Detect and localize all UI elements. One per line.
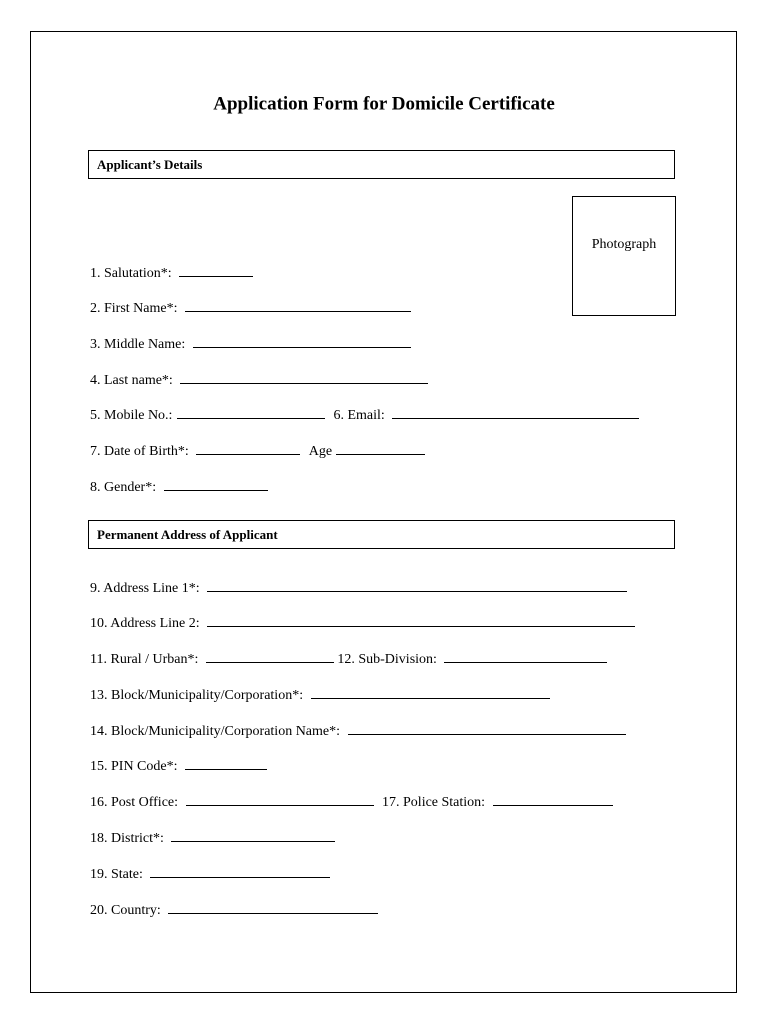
field-gender	[90, 478, 268, 495]
input-pin-code[interactable]	[185, 757, 267, 770]
input-dob[interactable]	[196, 442, 300, 455]
field-salutation	[90, 264, 253, 281]
input-email[interactable]	[392, 406, 639, 419]
field-district	[90, 829, 335, 846]
label-post-office: 16. Post Office:	[90, 795, 179, 810]
label-email: 6. Email:	[333, 408, 385, 423]
input-sub-division[interactable]	[444, 650, 607, 663]
label-rural-urban: 11. Rural / Urban*:	[90, 652, 199, 667]
label-address-line-1: 9. Address Line 1*:	[90, 581, 200, 596]
input-country[interactable]	[168, 901, 378, 914]
input-mobile[interactable]	[177, 406, 325, 419]
input-state[interactable]	[150, 865, 330, 878]
input-middle-name[interactable]	[193, 335, 411, 348]
field-pin-code	[90, 757, 267, 774]
field-address-line-2	[90, 614, 635, 631]
label-age: Age	[308, 444, 333, 459]
field-block-municipality	[90, 686, 550, 703]
input-age[interactable]	[336, 442, 425, 455]
section-permanent-address: Permanent Address of Applicant	[88, 520, 675, 549]
field-block-municipality-name	[90, 722, 626, 739]
input-district[interactable]	[171, 829, 335, 842]
field-dob-age	[90, 442, 425, 459]
input-first-name[interactable]	[185, 299, 411, 312]
input-address-line-2[interactable]	[207, 614, 635, 627]
photograph-box	[572, 196, 676, 316]
input-post-office[interactable]	[186, 793, 374, 806]
label-block-municipality: 13. Block/Municipality/Corporation*:	[90, 688, 304, 703]
input-salutation[interactable]	[179, 264, 253, 277]
field-middle-name	[90, 335, 411, 352]
input-rural-urban[interactable]	[206, 650, 334, 663]
field-mobile-email	[90, 406, 639, 423]
field-state	[90, 865, 330, 882]
field-first-name	[90, 299, 411, 316]
label-dob: 7. Date of Birth*:	[90, 444, 189, 459]
label-middle-name: 3. Middle Name:	[90, 337, 186, 352]
form-title: Application Form for Domicile Certificate	[213, 93, 555, 115]
input-address-line-1[interactable]	[207, 579, 627, 592]
input-police-station[interactable]	[493, 793, 613, 806]
label-police-station: 17. Police Station:	[382, 795, 486, 810]
field-post-police	[90, 793, 613, 810]
photograph-label: Photograph	[591, 237, 657, 252]
field-address-line-1	[90, 579, 627, 596]
label-pin-code: 15. PIN Code*:	[90, 759, 178, 774]
label-salutation: 1. Salutation*:	[90, 266, 172, 281]
label-first-name: 2. First Name*:	[90, 301, 178, 316]
label-address-line-2: 10. Address Line 2:	[90, 616, 200, 631]
input-last-name[interactable]	[180, 371, 428, 384]
label-sub-division: 12. Sub-Division:	[337, 652, 437, 667]
input-gender[interactable]	[164, 478, 268, 491]
label-gender: 8. Gender*:	[90, 480, 157, 495]
field-rural-subdivision	[90, 650, 607, 667]
label-block-municipality-name: 14. Block/Municipality/Corporation Name*:	[90, 724, 341, 739]
field-last-name	[90, 371, 428, 388]
label-last-name: 4. Last name*:	[90, 373, 173, 388]
label-country: 20. Country:	[90, 903, 161, 918]
input-block-municipality-name[interactable]	[348, 722, 626, 735]
input-block-municipality[interactable]	[311, 686, 550, 699]
label-mobile: 5. Mobile No.:	[90, 408, 173, 423]
section-applicant-details: Applicant’s Details	[88, 150, 675, 179]
field-country	[90, 901, 378, 918]
label-state: 19. State:	[90, 867, 143, 882]
label-district: 18. District*:	[90, 831, 164, 846]
